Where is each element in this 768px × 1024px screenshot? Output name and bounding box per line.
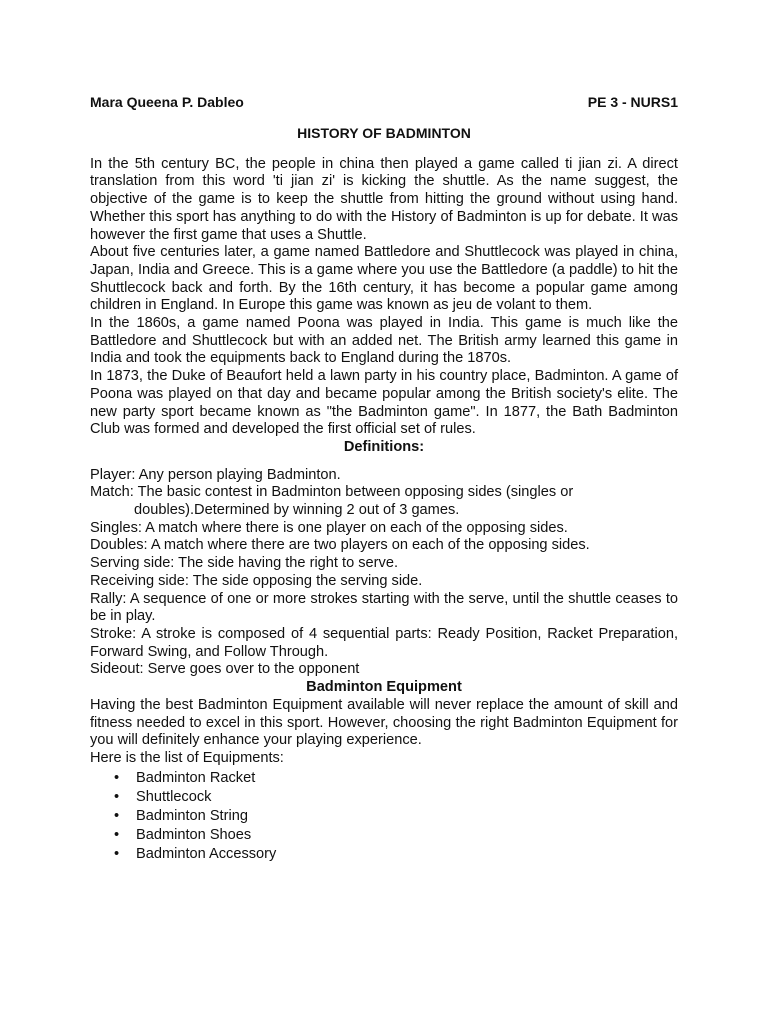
equipment-list-intro: Here is the list of Equipments: [90, 749, 284, 766]
history-paragraph-2: About five centuries later, a game named Battledore and Shuttlecock was played in china, Japan, India and Greece. This is a game where you use the Battledore (a paddle) to hit the Shuttlecock back and forth. By the 16th century, it has become a popular game among children in England. In Europe this game was known as jeu de volant to them. [90, 244, 678, 314]
list-item-label: Badminton Accessory [136, 846, 277, 863]
definition-match-continued: doubles).Determined by winning 2 out of 3 games. [134, 502, 460, 519]
definition-stroke: Stroke: A stroke is composed of 4 sequential parts: Ready Position, Racket Preparation, Forward Swing, and Follow Through. [90, 625, 678, 660]
list-item-label: Badminton Racket [136, 769, 256, 786]
bullet-icon: • [114, 846, 120, 863]
list-item [90, 769, 678, 788]
equipment-intro: Having the best Badminton Equipment available will never replace the amount of skill and fitness needed to excel in this sport. However, choosing the right Badminton Equipment for you will definitely enhance your playing experience. [90, 696, 678, 749]
bullet-icon: • [114, 807, 120, 824]
list-item-label: Badminton Shoes [136, 827, 252, 844]
definition-rally: Rally: A sequence of one or more strokes starting with the serve, until the shuttle ceases to be in play. [90, 590, 678, 625]
list-item [90, 826, 678, 845]
list-item [90, 807, 678, 826]
equipment-list [90, 769, 678, 865]
document-title: HISTORY OF BADMINTON [297, 125, 471, 141]
definition-match: Match: The basic contest in Badminton between opposing sides (singles or [90, 484, 574, 501]
history-paragraph-3: In the 1860s, a game named Poona was played in India. This game is much like the Battledore and Shuttlecock but with an added net. The British army learned this game in India and took the equipments back to England during the 1870s. [90, 315, 678, 367]
document-page [90, 94, 678, 865]
definition-player: Player: Any person playing Badminton. [90, 466, 341, 483]
definition-receiving-side: Receiving side: The side opposing the serving side. [90, 572, 423, 589]
equipment-heading: Badminton Equipment [306, 679, 462, 696]
bullet-icon: • [114, 769, 120, 786]
definition-sideout: Sideout: Serve goes over to the opponent [90, 661, 360, 678]
list-item-label: Badminton String [136, 807, 248, 824]
document-header [90, 94, 678, 112]
course-code: PE 3 - NURS1 [587, 94, 678, 110]
bullet-icon: • [114, 827, 120, 844]
author-name: Mara Queena P. Dableo [90, 94, 244, 110]
list-item [90, 845, 678, 864]
definition-doubles: Doubles: A match where there are two players on each of the opposing sides. [90, 537, 590, 554]
bullet-icon: • [114, 788, 120, 805]
list-item-label: Shuttlecock [136, 788, 212, 805]
history-paragraph-4: In 1873, the Duke of Beaufort held a lawn party in his country place, Badminton. A game of Poona was played on that day and became popular among the British society's elite. The new party sport became known as "the Badminton game". In 1877, the Bath Badminton Club was formed and developed the first official set of rules. [90, 368, 678, 438]
definition-serving-side: Serving side: The side having the right to serve. [90, 555, 398, 572]
definitions-heading: Definitions: [343, 438, 425, 455]
definition-singles: Singles: A match where there is one player on each of the opposing sides. [90, 519, 568, 536]
history-paragraph-1: In the 5th century BC, the people in china then played a game called ti jian zi. A direct translation from this word 'ti jian zi' is kicking the shuttle. As the name suggest, the objective of the game is to keep the shuttle from hitting the ground without using hand. Whether this sport has anything to do with the History of Badminton is up for debate. It was however the first game that uses a Shuttle. [90, 155, 678, 243]
list-item [90, 788, 678, 807]
